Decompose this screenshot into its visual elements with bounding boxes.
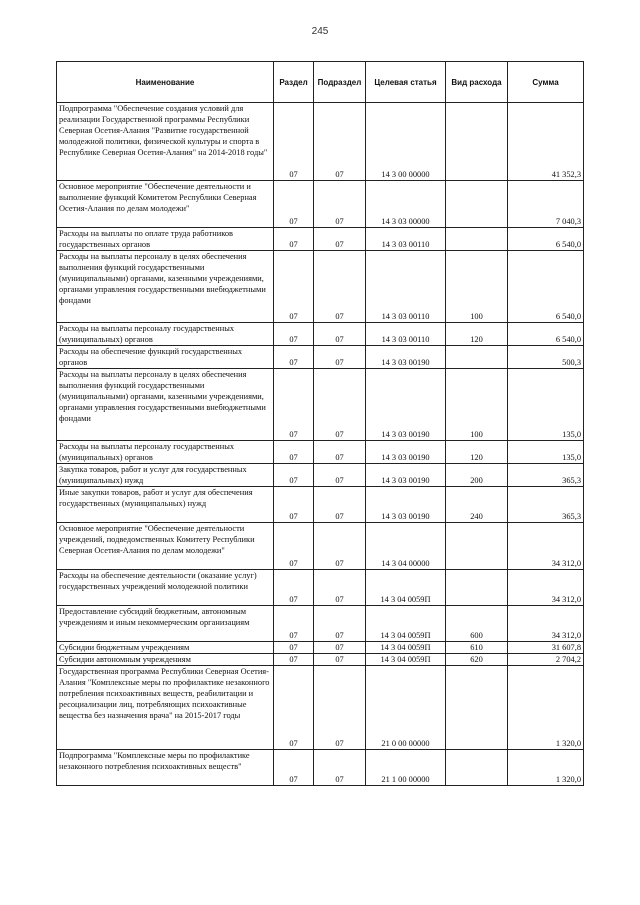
- row-summa: 7 040,3: [508, 181, 584, 228]
- row-name: Основное мероприятие "Обеспечение деятельности учреждений, подведомственных Комитету Республики Северная Осетия-Алания по делам молодежи": [57, 523, 274, 570]
- table-row: [57, 570, 584, 606]
- row-name: Субсидии бюджетным учреждениям: [57, 642, 274, 654]
- row-name: Расходы на обеспечение функций государственных органов: [57, 346, 274, 369]
- row-celevaya-statya: 14 3 03 00110: [366, 251, 446, 323]
- table-row: [57, 642, 584, 654]
- row-razdel: 07: [274, 103, 314, 181]
- row-podrazdel: 07: [314, 487, 366, 523]
- row-name: Подпрограмма "Комплексные меры по профилактике незаконного потребления психоактивных веществ": [57, 750, 274, 786]
- row-razdel: 07: [274, 750, 314, 786]
- row-razdel: 07: [274, 464, 314, 487]
- row-summa: 41 352,3: [508, 103, 584, 181]
- row-podrazdel: 07: [314, 323, 366, 346]
- row-celevaya-statya: 14 3 03 00190: [366, 464, 446, 487]
- row-razdel: 07: [274, 487, 314, 523]
- row-podrazdel: 07: [314, 228, 366, 251]
- row-celevaya-statya: 14 3 03 00190: [366, 487, 446, 523]
- row-summa: 34 312,0: [508, 606, 584, 642]
- header-summa: Сумма: [508, 62, 584, 103]
- row-summa: 34 312,0: [508, 570, 584, 606]
- row-vid-rashoda: 120: [446, 441, 508, 464]
- row-razdel: 07: [274, 369, 314, 441]
- table-row: [57, 666, 584, 750]
- row-vid-rashoda: 120: [446, 323, 508, 346]
- row-razdel: 07: [274, 570, 314, 606]
- row-razdel: 07: [274, 654, 314, 666]
- row-name: Расходы на выплаты персоналу государственных (муниципальных) органов: [57, 323, 274, 346]
- row-vid-rashoda: [446, 570, 508, 606]
- table-row: [57, 103, 584, 181]
- header-razdel: Раздел: [274, 62, 314, 103]
- row-celevaya-statya: 14 3 04 0059П: [366, 570, 446, 606]
- row-summa: 135,0: [508, 369, 584, 441]
- row-podrazdel: 07: [314, 666, 366, 750]
- row-name: Расходы на выплаты персоналу в целях обеспечения выполнения функций государственными (муниципальными) органами, казенными учреждениями, органами управления государственными внебюджетными фондами: [57, 251, 274, 323]
- row-razdel: 07: [274, 666, 314, 750]
- row-podrazdel: 07: [314, 369, 366, 441]
- row-celevaya-statya: 14 3 03 00000: [366, 181, 446, 228]
- table-row: [57, 181, 584, 228]
- row-vid-rashoda: [446, 228, 508, 251]
- row-summa: 500,3: [508, 346, 584, 369]
- row-razdel: 07: [274, 181, 314, 228]
- table-row: [57, 323, 584, 346]
- row-summa: 365,3: [508, 487, 584, 523]
- row-razdel: 07: [274, 228, 314, 251]
- table-row: [57, 750, 584, 786]
- row-celevaya-statya: 14 3 03 00190: [366, 441, 446, 464]
- row-summa: 6 540,0: [508, 323, 584, 346]
- row-name: Государственная программа Республики Северная Осетия-Алания "Комплексные меры по профилактике незаконного потребления психоактивных веществ, реабилитации и ресоциализации лиц, потребляющих психоактивные вещества без назначения врача" на 2015-2017 годы: [57, 666, 274, 750]
- row-vid-rashoda: 600: [446, 606, 508, 642]
- table-row: [57, 523, 584, 570]
- row-summa: 6 540,0: [508, 251, 584, 323]
- table-row: [57, 487, 584, 523]
- row-podrazdel: 07: [314, 642, 366, 654]
- row-podrazdel: 07: [314, 346, 366, 369]
- row-summa: 135,0: [508, 441, 584, 464]
- row-celevaya-statya: 14 3 04 00000: [366, 523, 446, 570]
- row-name: Расходы на выплаты персоналу в целях обеспечения выполнения функций государственными (муниципальными) органами, казенными учреждениями, органами управления государственными внебюджетными фондами: [57, 369, 274, 441]
- header-vid-rashoda: Вид расхода: [446, 62, 508, 103]
- table-row: [57, 654, 584, 666]
- row-vid-rashoda: 100: [446, 251, 508, 323]
- row-celevaya-statya: 14 3 04 0059П: [366, 606, 446, 642]
- header-name: Наименование: [57, 62, 274, 103]
- row-summa: 31 607,8: [508, 642, 584, 654]
- budget-table: [56, 61, 584, 786]
- row-celevaya-statya: 21 0 00 00000: [366, 666, 446, 750]
- table-row: [57, 441, 584, 464]
- row-razdel: 07: [274, 642, 314, 654]
- row-celevaya-statya: 14 3 00 00000: [366, 103, 446, 181]
- row-vid-rashoda: [446, 346, 508, 369]
- table-row: [57, 251, 584, 323]
- header-podrazdel: Подраздел: [314, 62, 366, 103]
- row-summa: 2 704,2: [508, 654, 584, 666]
- row-summa: 1 320,0: [508, 750, 584, 786]
- row-podrazdel: 07: [314, 103, 366, 181]
- row-celevaya-statya: 14 3 03 00190: [366, 369, 446, 441]
- row-razdel: 07: [274, 251, 314, 323]
- table-row: [57, 606, 584, 642]
- table-row: [57, 369, 584, 441]
- row-razdel: 07: [274, 523, 314, 570]
- row-razdel: 07: [274, 346, 314, 369]
- row-podrazdel: 07: [314, 251, 366, 323]
- row-name: Субсидии автономным учреждениям: [57, 654, 274, 666]
- header-celevaya-statya: Целевая статья: [366, 62, 446, 103]
- row-celevaya-statya: 14 3 03 00110: [366, 323, 446, 346]
- row-vid-rashoda: [446, 523, 508, 570]
- table-row: [57, 464, 584, 487]
- row-name: Подпрограмма "Обеспечение создания условий для реализации Государственной программы Республики Северная Осетия-Алания "Развитие государственной молодежной политики, физической культуры и спорта в Республике Северная Осетия-Алания" на 2014-2018 годы": [57, 103, 274, 181]
- row-vid-rashoda: 100: [446, 369, 508, 441]
- row-summa: 34 312,0: [508, 523, 584, 570]
- table-row: [57, 346, 584, 369]
- row-razdel: 07: [274, 323, 314, 346]
- row-summa: 365,3: [508, 464, 584, 487]
- row-vid-rashoda: 200: [446, 464, 508, 487]
- row-podrazdel: 07: [314, 523, 366, 570]
- table-header-row: [57, 62, 584, 103]
- table-row: [57, 228, 584, 251]
- row-vid-rashoda: [446, 103, 508, 181]
- row-celevaya-statya: 14 3 03 00110: [366, 228, 446, 251]
- row-summa: 1 320,0: [508, 666, 584, 750]
- row-podrazdel: 07: [314, 464, 366, 487]
- row-name: Основное мероприятие "Обеспечение деятельности и выполнение функций Комитетом Республики Северная Осетия-Алания по делам молодежи": [57, 181, 274, 228]
- row-vid-rashoda: 610: [446, 642, 508, 654]
- row-podrazdel: 07: [314, 606, 366, 642]
- row-vid-rashoda: 240: [446, 487, 508, 523]
- row-podrazdel: 07: [314, 750, 366, 786]
- row-vid-rashoda: 620: [446, 654, 508, 666]
- row-vid-rashoda: [446, 666, 508, 750]
- row-vid-rashoda: [446, 181, 508, 228]
- row-name: Закупка товаров, работ и услуг для государственных (муниципальных) нужд: [57, 464, 274, 487]
- row-celevaya-statya: 14 3 04 0059П: [366, 654, 446, 666]
- row-celevaya-statya: 14 3 04 0059П: [366, 642, 446, 654]
- row-podrazdel: 07: [314, 441, 366, 464]
- row-razdel: 07: [274, 441, 314, 464]
- row-vid-rashoda: [446, 750, 508, 786]
- row-celevaya-statya: 14 3 03 00190: [366, 346, 446, 369]
- page-number: 245: [311, 26, 329, 37]
- row-name: Расходы на выплаты персоналу государственных (муниципальных) органов: [57, 441, 274, 464]
- row-podrazdel: 07: [314, 181, 366, 228]
- row-name: Иные закупки товаров, работ и услуг для обеспечения государственных (муниципальных) нужд: [57, 487, 274, 523]
- row-name: Расходы на обеспечение деятельности (оказание услуг) государственных учреждений молодежной политики: [57, 570, 274, 606]
- row-podrazdel: 07: [314, 570, 366, 606]
- row-podrazdel: 07: [314, 654, 366, 666]
- row-name: Предоставление субсидий бюджетным, автономным учреждениям и иным некоммерческим организациям: [57, 606, 274, 642]
- row-name: Расходы на выплаты по оплате труда работников государственных органов: [57, 228, 274, 251]
- row-summa: 6 540,0: [508, 228, 584, 251]
- row-celevaya-statya: 21 1 00 00000: [366, 750, 446, 786]
- row-razdel: 07: [274, 606, 314, 642]
